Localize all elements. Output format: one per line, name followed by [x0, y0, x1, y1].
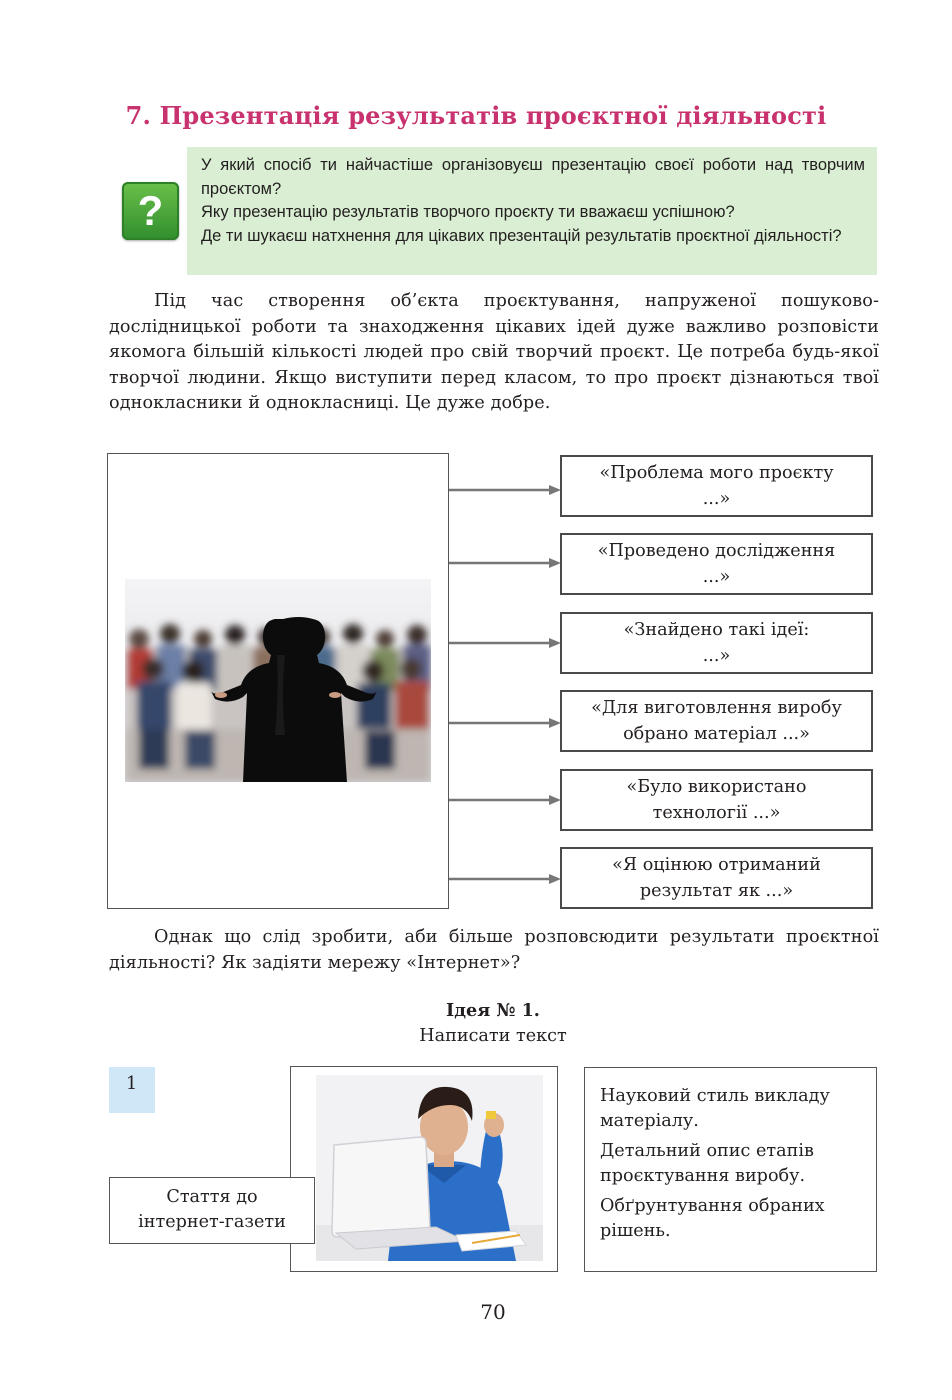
idea-title: Ідея № 1. [446, 1000, 540, 1021]
callout-research-line2: ...» [702, 567, 731, 587]
article-label [109, 1177, 315, 1244]
student-photo [316, 1075, 543, 1261]
question-mark-icon: ? [122, 182, 179, 240]
callout-material-line2: обрано матеріал ...» [623, 724, 810, 744]
arrow-6 [449, 873, 561, 885]
speaker-photo [125, 579, 431, 782]
article-label-line1: Стаття до [166, 1187, 258, 1207]
callout-technologies-line1: «Було використано [626, 777, 807, 797]
callout-result [560, 847, 873, 909]
idea-number-badge: 1 [109, 1067, 155, 1113]
callout-result-line1: «Я оцінюю отриманий [612, 855, 821, 875]
feature-item: Науковий стиль викладу матеріалу. [600, 1086, 830, 1131]
idea-subtitle: Написати текст [419, 1026, 567, 1046]
callout-problem-line1: «Проблема мого проєкту [599, 463, 834, 483]
callout-result-line2: результат як ...» [639, 881, 794, 901]
arrow-1 [449, 484, 561, 496]
arrow-5 [449, 794, 561, 806]
callout-technologies [560, 769, 873, 831]
questions-box [187, 147, 877, 275]
callout-material-line1: «Для виготовлення виробу [591, 698, 842, 718]
callout-research-line1: «Проведено дослідження [597, 541, 836, 561]
callout-material [560, 690, 873, 752]
speaker-illustration [125, 579, 431, 782]
arrow-2 [449, 557, 561, 569]
callout-technologies-line2: технології ...» [652, 803, 781, 823]
callout-ideas-line1: «Знайдено такі ідеї: [623, 620, 810, 640]
article-label-line2: інтернет-газети [138, 1212, 286, 1232]
feature-item: Обґрунтування обраних рішень. [600, 1196, 825, 1241]
callout-ideas [560, 612, 873, 674]
section-title: 7. Презентація результатів проєктної діяльності [125, 101, 827, 130]
feature-item: Детальний опис етапів проєктування виробу. [600, 1141, 814, 1186]
arrow-4 [449, 717, 561, 729]
page-number: 70 [480, 1300, 506, 1324]
arrow-3 [449, 637, 561, 649]
callout-problem [560, 455, 873, 517]
question-2: Яку презентацію результатів творчого проєкту ти вважаєш успішною? [201, 203, 735, 221]
callout-research [560, 533, 873, 595]
intro-paragraph: Під час створення об’єкта проєктування, напруженої пошуково-дослідницької роботи та знаходження цікавих ідей дуже важливо розповісти якомога більшій кількості людей про свій творчий проєкт. Це потреба будь-якої творчої людини. Якщо виступити перед класом, то про проєкт дізнаються твої однокласники й однокласниці. Це дуже добре. [109, 291, 879, 414]
features-box [584, 1067, 877, 1272]
question-3: Де ти шукаєш натхнення для цікавих презентацій результатів проєктної діяльності? [201, 226, 842, 245]
second-paragraph: Однак що слід зробити, аби більше розповсюдити результати проєктної діяльності? Як задіяти мережу «Інтернет»? [109, 927, 879, 973]
callout-ideas-line2: ...» [702, 646, 731, 666]
callout-problem-line2: ...» [702, 489, 731, 509]
question-1: У який спосіб ти найчастіше організовуєш презентацію своєї роботи над творчим проєктом? [201, 156, 865, 198]
student-illustration [316, 1075, 543, 1261]
